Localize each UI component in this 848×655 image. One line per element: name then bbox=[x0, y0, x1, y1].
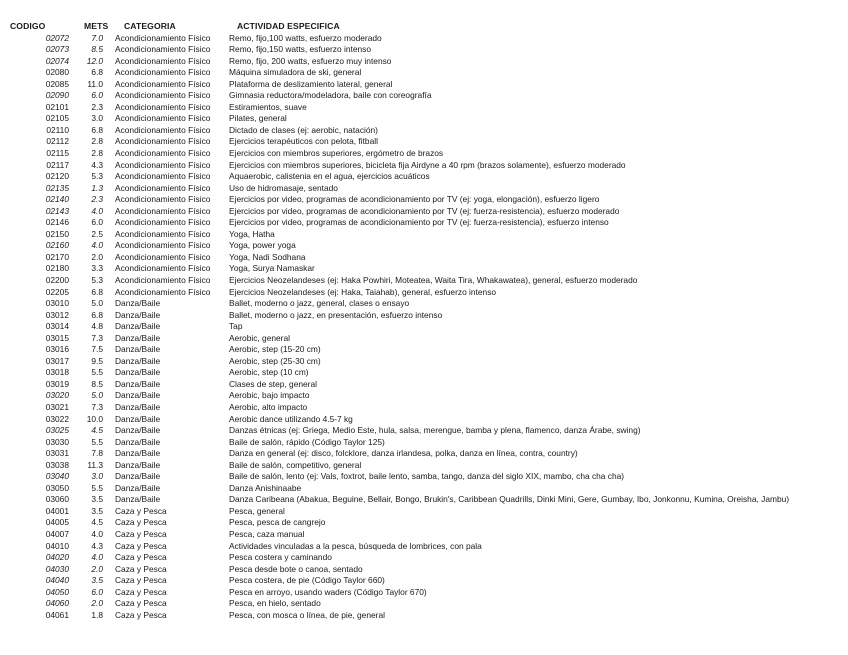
table-row bbox=[0, 598, 848, 610]
category-cell: Danza/Baile bbox=[115, 298, 161, 309]
activity-cell: Pesca costera, de pie (Código Taylor 660) bbox=[229, 575, 385, 586]
table-row bbox=[0, 529, 848, 541]
category-cell: Acondicionamiento Físico bbox=[115, 124, 211, 135]
activity-cell: Yoga, Nadi Sodhana bbox=[229, 251, 306, 262]
mets-cell: 3.0 bbox=[91, 471, 103, 482]
code-cell: 03014 bbox=[45, 321, 69, 332]
code-cell: 02146 bbox=[45, 217, 69, 228]
category-cell: Acondicionamiento Físico bbox=[115, 44, 211, 55]
mets-cell: 2.8 bbox=[91, 147, 103, 158]
table-row bbox=[0, 321, 848, 333]
code-cell: 04061 bbox=[45, 609, 69, 620]
code-cell: 03025 bbox=[45, 425, 69, 436]
category-cell: Acondicionamiento Físico bbox=[115, 67, 211, 78]
activity-cell: Ballet, moderno o jazz, en presentación, esfuerzo intenso bbox=[229, 309, 443, 320]
activity-cell: Aerobic dance utilizando 4.5-7 kg bbox=[229, 413, 353, 424]
activity-cell: Pesca, en hielo, sentado bbox=[229, 598, 321, 609]
mets-cell: 11.0 bbox=[87, 78, 103, 89]
code-cell: 02073 bbox=[45, 44, 69, 55]
category-cell: Acondicionamiento Físico bbox=[115, 286, 211, 297]
mets-cell: 9.5 bbox=[91, 355, 103, 366]
mets-cell: 6.8 bbox=[91, 67, 103, 78]
table-row bbox=[0, 310, 848, 322]
code-cell: 04005 bbox=[45, 517, 69, 528]
activity-cell: Ballet, moderno o jazz, general, clases o ensayo bbox=[229, 298, 410, 309]
category-cell: Acondicionamiento Físico bbox=[115, 274, 211, 285]
activity-cell: Remo, fijo, 200 watts, esfuerzo muy intenso bbox=[229, 55, 392, 66]
category-cell: Caza y Pesca bbox=[115, 540, 167, 551]
table-row bbox=[0, 113, 848, 125]
activity-table-body bbox=[0, 33, 848, 622]
code-cell: 02105 bbox=[45, 113, 69, 124]
category-cell: Acondicionamiento Físico bbox=[115, 263, 211, 274]
activity-cell: Danza Caribeana (Abakua, Beguine, Bellair, Bongo, Brukin's, Caribbean Quadrills, Dinki Mini, Gere, Gumbay, Ibo, Jonkonnu, Kumina, Oreisha, Jambu) bbox=[229, 494, 790, 505]
code-cell: 02072 bbox=[45, 32, 69, 43]
mets-cell: 4.0 bbox=[91, 552, 103, 563]
code-cell: 03010 bbox=[45, 298, 69, 309]
activity-cell: Ejercicios terapéuticos con pelota, fitball bbox=[229, 136, 378, 147]
table-row bbox=[0, 333, 848, 345]
category-cell: Acondicionamiento Físico bbox=[115, 217, 211, 228]
code-cell: 02080 bbox=[45, 67, 69, 78]
code-cell: 03015 bbox=[45, 332, 69, 343]
category-cell: Danza/Baile bbox=[115, 413, 161, 424]
category-cell: Danza/Baile bbox=[115, 390, 161, 401]
code-cell: 02115 bbox=[46, 147, 69, 158]
category-cell: Acondicionamiento Físico bbox=[115, 159, 211, 170]
code-cell: 03021 bbox=[45, 402, 69, 412]
category-cell: Caza y Pesca bbox=[115, 609, 167, 620]
table-row bbox=[0, 90, 848, 102]
mets-cell: 5.5 bbox=[91, 367, 103, 378]
mets-cell: 7.3 bbox=[91, 402, 103, 412]
table-row bbox=[0, 541, 848, 553]
code-cell: 03030 bbox=[45, 436, 69, 447]
activity-cell: Ejercicios con miembros superiores, bicicleta fija Airdyne a 40 rpm (brazos solamente), esfuerzo moderado bbox=[229, 159, 626, 170]
activity-cell: Danza en general (ej: disco, folcklore, danza irlandesa, polka, danza en línea, contra, country) bbox=[229, 448, 578, 459]
activity-cell: Yoga, Hatha bbox=[229, 228, 275, 239]
code-cell: 04010 bbox=[45, 540, 69, 551]
activity-cell: Pesca, pesca de cangrejo bbox=[229, 517, 326, 528]
category-cell: Danza/Baile bbox=[115, 482, 161, 493]
table-row bbox=[0, 240, 848, 252]
activity-cell: Danzas étnicas (ej: Griega, Medio Este, hula, salsa, merengue, bamba y plena, flamenco, danza Árabe, swing) bbox=[229, 425, 641, 436]
table-row bbox=[0, 102, 848, 114]
table-row bbox=[0, 575, 848, 587]
category-cell: Danza/Baile bbox=[115, 436, 161, 447]
category-cell: Danza/Baile bbox=[115, 459, 161, 470]
activity-cell: Actividades vinculadas a la pesca, búsqueda de lombrices, con pala bbox=[229, 540, 482, 551]
code-cell: 02135 bbox=[45, 182, 69, 193]
category-cell: Caza y Pesca bbox=[115, 575, 167, 586]
code-cell: 04020 bbox=[45, 552, 69, 563]
category-cell: Danza/Baile bbox=[115, 448, 161, 459]
table-row bbox=[0, 402, 848, 414]
code-cell: 03031 bbox=[45, 448, 69, 459]
mets-cell: 4.0 bbox=[91, 240, 103, 251]
table-row bbox=[0, 171, 848, 183]
mets-cell: 3.5 bbox=[91, 575, 103, 586]
mets-cell: 8.5 bbox=[91, 378, 103, 389]
table-row bbox=[0, 160, 848, 172]
code-cell: 04030 bbox=[45, 563, 69, 574]
table-row bbox=[0, 517, 848, 529]
mets-cell: 6.0 bbox=[91, 90, 103, 101]
code-cell: 03040 bbox=[45, 471, 69, 482]
category-cell: Danza/Baile bbox=[115, 425, 161, 436]
table-row bbox=[0, 437, 848, 449]
category-cell: Danza/Baile bbox=[115, 332, 161, 343]
mets-cell: 12.0 bbox=[86, 55, 103, 66]
table-row bbox=[0, 79, 848, 91]
activity-cell: Baile de salón, rápido (Código Taylor 125) bbox=[229, 436, 385, 447]
activity-cell: Yoga, Surya Namaskar bbox=[229, 263, 315, 274]
table-row bbox=[0, 564, 848, 576]
activity-cell: Pilates, general bbox=[229, 113, 287, 124]
mets-cell: 4.0 bbox=[91, 205, 103, 216]
code-cell: 03018 bbox=[45, 367, 69, 378]
table-row bbox=[0, 460, 848, 472]
table-row bbox=[0, 425, 848, 437]
mets-cell: 7.8 bbox=[91, 448, 103, 459]
category-cell: Acondicionamiento Físico bbox=[115, 90, 211, 101]
activity-cell: Ejercicios por video, programas de acondicionamiento por TV (ej: fuerza-resistencia), esfuerzo moderado bbox=[229, 205, 620, 216]
activity-cell: Plataforma de deslizamiento lateral, general bbox=[229, 78, 393, 89]
category-cell: Acondicionamiento Físico bbox=[115, 251, 211, 262]
mets-cell: 5.0 bbox=[91, 390, 103, 401]
activity-cell: Remo, fijo,100 watts, esfuerzo moderado bbox=[229, 32, 382, 43]
category-cell: Caza y Pesca bbox=[115, 598, 167, 609]
table-row bbox=[0, 148, 848, 160]
activity-cell: Pesca, general bbox=[229, 505, 285, 516]
mets-cell: 1.8 bbox=[91, 609, 103, 620]
activity-cell: Pesca en arroyo, usando waders (Código Taylor 670) bbox=[229, 586, 427, 597]
table-row bbox=[0, 379, 848, 391]
activity-cell: Baile de salón, lento (ej: Vals, foxtrot, baile lento, samba, tango, danza del siglo XIX, mambo, cha cha cha) bbox=[229, 471, 625, 482]
category-cell: Acondicionamiento Físico bbox=[115, 113, 211, 124]
code-cell: 02140 bbox=[45, 194, 69, 205]
category-cell: Caza y Pesca bbox=[115, 529, 167, 540]
mets-cell: 2.0 bbox=[91, 598, 103, 609]
code-cell: 04050 bbox=[45, 586, 69, 597]
activity-cell: Danza Anishinaabe bbox=[229, 482, 302, 493]
code-cell: 02074 bbox=[45, 55, 69, 66]
code-cell: 03017 bbox=[45, 355, 69, 366]
code-cell: 03050 bbox=[45, 482, 69, 493]
activity-cell: Gimnasia reductora/modeladora, baile con coreografía bbox=[229, 90, 432, 101]
category-cell: Acondicionamiento Físico bbox=[115, 194, 211, 205]
table-row bbox=[0, 390, 848, 402]
mets-cell: 1.3 bbox=[91, 182, 103, 193]
table-row bbox=[0, 229, 848, 241]
activity-cell: Aerobic, step (15-20 cm) bbox=[229, 344, 321, 355]
category-cell: Acondicionamiento Físico bbox=[115, 228, 211, 239]
mets-cell: 3.3 bbox=[91, 263, 103, 274]
code-cell: 02150 bbox=[45, 228, 69, 239]
code-cell: 02205 bbox=[45, 286, 69, 297]
category-cell: Acondicionamiento Físico bbox=[115, 136, 211, 147]
category-cell: Acondicionamiento Físico bbox=[115, 147, 211, 158]
code-cell: 02090 bbox=[45, 90, 69, 101]
activity-cell: Ejercicios Neozelandeses (ej: Haka Powhiri, Moteatea, Waita Tira, Whakawatea), general, esfuerzo moderado bbox=[229, 274, 638, 285]
category-cell: Danza/Baile bbox=[115, 321, 161, 332]
mets-cell: 2.8 bbox=[91, 136, 103, 147]
activity-cell: Ejercicios por video, programas de acondicionamiento por TV (ej: fuerza-resistencia), esfuerzo intenso bbox=[229, 217, 609, 228]
activity-cell: Pesca desde bote o canoa, sentado bbox=[229, 563, 363, 574]
mets-cell: 4.5 bbox=[91, 425, 103, 436]
code-cell: 03016 bbox=[45, 344, 69, 355]
code-cell: 02143 bbox=[45, 205, 69, 216]
code-cell: 04060 bbox=[45, 598, 69, 609]
table-row bbox=[0, 552, 848, 564]
table-row bbox=[0, 206, 848, 218]
table-row bbox=[0, 194, 848, 206]
activity-cell: Aerobic, alto impacto bbox=[229, 402, 308, 412]
activity-cell: Baile de salón, competitivo, general bbox=[229, 459, 362, 470]
table-row bbox=[0, 56, 848, 68]
category-cell: Caza y Pesca bbox=[115, 563, 167, 574]
mets-cell: 6.0 bbox=[91, 217, 103, 228]
table-row bbox=[0, 506, 848, 518]
mets-cell: 6.0 bbox=[91, 586, 103, 597]
mets-cell: 5.3 bbox=[91, 171, 103, 182]
activity-cell: Uso de hidromasaje, sentado bbox=[229, 182, 338, 193]
table-row bbox=[0, 287, 848, 299]
mets-cell: 6.8 bbox=[91, 309, 103, 320]
table-row bbox=[0, 33, 848, 45]
category-cell: Danza/Baile bbox=[115, 355, 161, 366]
header-mets: METS bbox=[84, 21, 109, 31]
mets-cell: 8.5 bbox=[91, 44, 103, 55]
mets-cell: 2.0 bbox=[91, 563, 103, 574]
code-cell: 04001 bbox=[45, 505, 69, 516]
table-row bbox=[0, 217, 848, 229]
table-row bbox=[0, 252, 848, 264]
code-cell: 03020 bbox=[45, 390, 69, 401]
mets-cell: 10.0 bbox=[86, 413, 103, 424]
table-row bbox=[0, 275, 848, 287]
mets-cell: 7.3 bbox=[91, 332, 103, 343]
category-cell: Danza/Baile bbox=[115, 367, 161, 378]
table-row bbox=[0, 448, 848, 460]
activity-cell: Pesca costera y caminando bbox=[229, 552, 332, 563]
category-cell: Caza y Pesca bbox=[115, 552, 167, 563]
mets-cell: 4.8 bbox=[91, 321, 103, 332]
activity-cell: Aquaerobic, calistenia en el agua, ejercicios acuáticos bbox=[229, 171, 430, 182]
mets-cell: 3.0 bbox=[91, 113, 103, 124]
table-row bbox=[0, 125, 848, 137]
mets-cell: 2.5 bbox=[91, 228, 103, 239]
activity-cell: Remo, fijo,150 watts, esfuerzo intenso bbox=[229, 44, 371, 55]
category-cell: Acondicionamiento Físico bbox=[115, 205, 211, 216]
activity-cell: Pesca, con mosca o línea, de pie, general bbox=[229, 609, 385, 620]
code-cell: 02180 bbox=[45, 263, 69, 274]
mets-cell: 2.3 bbox=[91, 194, 103, 205]
mets-cell: 2.0 bbox=[91, 251, 103, 262]
code-cell: 03022 bbox=[45, 413, 69, 424]
category-cell: Acondicionamiento Físico bbox=[115, 78, 211, 89]
code-cell: 02085 bbox=[45, 78, 69, 89]
activity-cell: Yoga, power yoga bbox=[229, 240, 296, 251]
code-cell: 02112 bbox=[46, 136, 69, 147]
category-cell: Danza/Baile bbox=[115, 471, 161, 482]
table-row bbox=[0, 610, 848, 622]
category-cell: Acondicionamiento Físico bbox=[115, 32, 211, 43]
header-codigo: CODIGO bbox=[10, 21, 46, 31]
code-cell: 04040 bbox=[45, 575, 69, 586]
table-row bbox=[0, 414, 848, 426]
mets-cell: 5.3 bbox=[91, 274, 103, 285]
category-cell: Caza y Pesca bbox=[115, 505, 167, 516]
category-cell: Caza y Pesca bbox=[115, 517, 167, 528]
header-actividad: ACTIVIDAD ESPECIFICA bbox=[237, 21, 340, 31]
activity-cell: Ejercicios con miembros superiores, ergómetro de brazos bbox=[229, 147, 444, 158]
table-row bbox=[0, 136, 848, 148]
category-cell: Acondicionamiento Físico bbox=[115, 240, 211, 251]
activity-cell: Dictado de clases (ej: aerobic, natación) bbox=[229, 124, 378, 135]
header-categoria: CATEGORIA bbox=[124, 21, 176, 31]
category-cell: Danza/Baile bbox=[115, 402, 161, 412]
mets-cell: 7.5 bbox=[91, 344, 103, 355]
code-cell: 03012 bbox=[45, 309, 69, 320]
activity-cell: Tap bbox=[229, 321, 243, 332]
category-cell: Acondicionamiento Físico bbox=[115, 101, 211, 112]
category-cell: Danza/Baile bbox=[115, 344, 161, 355]
code-cell: 04007 bbox=[45, 529, 69, 540]
code-cell: 02120 bbox=[45, 171, 69, 182]
code-cell: 02200 bbox=[45, 274, 69, 285]
activity-cell: Aerobic, step (25-30 cm) bbox=[229, 355, 321, 366]
mets-cell: 3.5 bbox=[91, 505, 103, 516]
category-cell: Danza/Baile bbox=[115, 309, 161, 320]
table-row bbox=[0, 263, 848, 275]
activity-cell: Máquina simuladora de ski, general bbox=[229, 67, 362, 78]
table-row bbox=[0, 494, 848, 506]
code-cell: 02110 bbox=[46, 124, 69, 135]
mets-cell: 11.3 bbox=[87, 459, 103, 470]
code-cell: 02101 bbox=[45, 101, 69, 112]
table-row bbox=[0, 44, 848, 56]
table-row bbox=[0, 587, 848, 599]
code-cell: 02160 bbox=[45, 240, 69, 251]
table-row bbox=[0, 298, 848, 310]
activity-cell: Ejercicios por video, programas de acondicionamiento por TV (ej: yoga, elongación), esfuerzo ligero bbox=[229, 194, 600, 205]
mets-cell: 4.3 bbox=[91, 159, 103, 170]
table-row bbox=[0, 344, 848, 356]
mets-cell: 5.5 bbox=[91, 436, 103, 447]
mets-cell: 4.0 bbox=[91, 529, 103, 540]
table-row bbox=[0, 356, 848, 368]
table-row bbox=[0, 367, 848, 379]
code-cell: 03060 bbox=[45, 494, 69, 505]
code-cell: 02170 bbox=[45, 251, 69, 262]
table-row bbox=[0, 183, 848, 195]
activity-cell: Estiramientos, suave bbox=[229, 101, 307, 112]
table-row bbox=[0, 471, 848, 483]
mets-cell: 6.8 bbox=[91, 124, 103, 135]
mets-cell: 3.5 bbox=[91, 494, 103, 505]
mets-cell: 2.3 bbox=[91, 101, 103, 112]
mets-cell: 5.5 bbox=[91, 482, 103, 493]
activity-cell: Clases de step, general bbox=[229, 378, 317, 389]
category-cell: Danza/Baile bbox=[115, 494, 161, 505]
category-cell: Caza y Pesca bbox=[115, 586, 167, 597]
mets-cell: 5.0 bbox=[91, 298, 103, 309]
category-cell: Acondicionamiento Físico bbox=[115, 182, 211, 193]
code-cell: 03038 bbox=[45, 459, 69, 470]
mets-cell: 4.5 bbox=[91, 517, 103, 528]
table-row bbox=[0, 483, 848, 495]
mets-cell: 7.0 bbox=[91, 32, 103, 43]
activity-cell: Pesca, caza manual bbox=[229, 529, 305, 540]
activity-cell: Aerobic, step (10 cm) bbox=[229, 367, 309, 378]
category-cell: Danza/Baile bbox=[115, 378, 161, 389]
category-cell: Acondicionamiento Físico bbox=[115, 171, 211, 182]
code-cell: 03019 bbox=[45, 378, 69, 389]
activity-cell: Aerobic, bajo impacto bbox=[229, 390, 310, 401]
table-row bbox=[0, 67, 848, 79]
activity-cell: Ejercicios Neozelandeses (ej: Haka, Taiahab), general, esfuerzo intenso bbox=[229, 286, 497, 297]
activity-cell: Aerobic, general bbox=[229, 332, 290, 343]
mets-cell: 6.8 bbox=[91, 286, 103, 297]
code-cell: 02117 bbox=[46, 159, 69, 170]
category-cell: Acondicionamiento Físico bbox=[115, 55, 211, 66]
mets-cell: 4.3 bbox=[91, 540, 103, 551]
